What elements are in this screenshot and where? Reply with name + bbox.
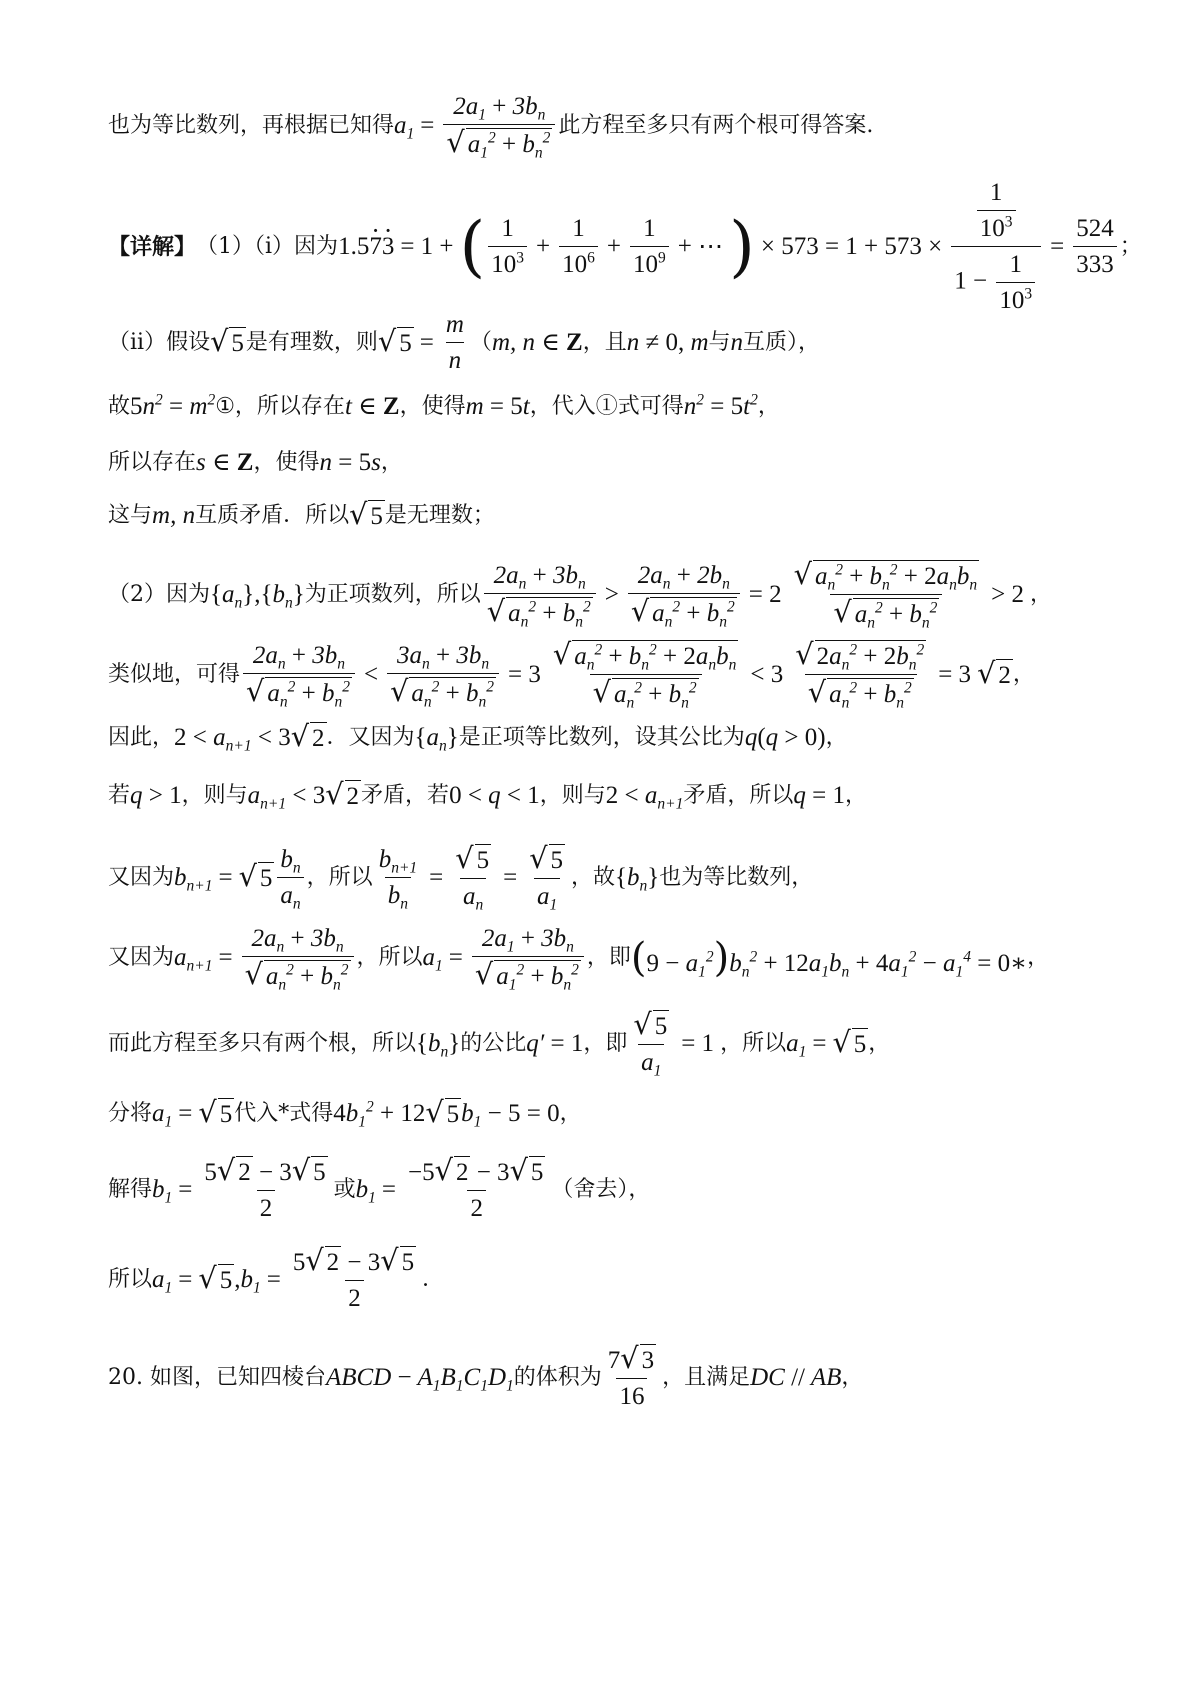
- text-line-1: 也为等比数列，再根据已知得 $a_1$ = $2a_1 + 3b_n$ √ $a_1^2 + b_n^2$ 此方程至多只有两个根可得答案.: [108, 93, 874, 162]
- text: （ii）假设: [108, 329, 211, 355]
- text: ，且满足: [662, 1364, 751, 1390]
- text: ，使得: [399, 393, 466, 419]
- text: 若: [108, 782, 131, 808]
- text-line-17: 20. 如图，已知四棱台 ABCD − $A_1B_1C_1D_1$ 的体积为 7 √ 3 16 ，且满足 DC // AB ，: [108, 1341, 864, 1410]
- text-line-16: 所以 $a_1$ = √ 5 , $b_1$ = 5 √ 2 − 3 √ 5 2 ．: [108, 1243, 445, 1312]
- text: 或: [333, 1176, 356, 1202]
- text: ①: [215, 393, 235, 419]
- text: ．: [422, 1266, 445, 1292]
- text: 互质矛盾．所以: [195, 502, 350, 528]
- text: 故: [108, 393, 131, 419]
- text: ，: [1012, 661, 1035, 687]
- text: ，故: [571, 864, 616, 890]
- text: ，且: [582, 329, 627, 355]
- text: ，则与: [181, 782, 248, 808]
- text: ，即: [583, 1030, 628, 1056]
- text: 而此方程至多只有两个根，所以: [108, 1030, 417, 1056]
- text: （: [469, 329, 492, 355]
- section-tag: 【详解】: [108, 233, 197, 260]
- text: ，: [1030, 581, 1053, 607]
- text: 因此，: [108, 724, 175, 750]
- text: ；: [1119, 233, 1142, 259]
- text-line-11: 又因为 $b_{n+1}$ = √ 5 $\frac{b_n}{a_n}$ ，所以 $\frac{b_{n+1}}{b_n}$ = √ 5 $a_n$ = √ 5 $a_1$ ，故 $\{b_n\}$ 也为等比数列，: [108, 841, 814, 914]
- text-line-8: 类似地，可得 $2a_n + 3b_n$ √ $a_n^2 + b_n^2$ < $3a_n + 3b_n$ √ $a_n^2 + b_n^2$ = 3 √ $a_n^2 + b_n^2 + 2a_nb_n$ √ $a_n^2 + b_n^2$ < 3 √ $2a_n^2 + 2b_n^2$ √ $a_n^2 + b_n^2$ = 3 √ 2 ，: [108, 637, 1035, 712]
- text: 矛盾，所以: [683, 782, 794, 808]
- text: 解得: [108, 1176, 153, 1202]
- text-line-6: 这与 m, n 互质矛盾．所以 √ 5 是无理数；: [108, 497, 495, 531]
- text-line-12: 又因为 $a_{n+1}$ = $2a_n + 3b_n$ √ $a_n^2 + b_n^2$ ，所以 $a_1$ = $2a_1 + 3b_n$ √ $a_1^2 + b_n^2$ ，即 $(9 - a_1^2)b_n^2 + 12a_1b_n + 4a_1^2 - a_1^4$ = 0∗ ，: [108, 925, 1050, 994]
- text: 又因为: [108, 944, 175, 970]
- text: 是有理数，则: [245, 329, 378, 355]
- text: ，即: [586, 944, 631, 970]
- text: （2）因为: [108, 581, 210, 607]
- text: 的体积为: [513, 1364, 602, 1390]
- text: ，: [825, 724, 848, 750]
- text: ，所以: [356, 944, 423, 970]
- text: 所以存在: [108, 449, 197, 475]
- text: ，所以存在: [234, 393, 345, 419]
- text-line-10: 若 q > 1 ，则与 $a_{n+1} < 3$ √ 2 矛盾，若 0 < q < 1 ，则与 $2 < a_{n+1}$ 矛盾，所以 q = 1 ，: [108, 777, 868, 813]
- text: ，: [380, 449, 403, 475]
- text: 是正项等比数列，设其公比为: [458, 724, 745, 750]
- text: 所以: [108, 1266, 153, 1292]
- text: 的公比: [460, 1030, 527, 1056]
- text: 分将: [108, 1100, 153, 1126]
- text: 此方程至多只有两个根可得答案.: [558, 112, 874, 138]
- text: （1）（i）因为: [196, 233, 339, 259]
- text: 类似地，可得: [108, 661, 241, 687]
- text: 是无理数；: [384, 502, 495, 528]
- text: 也为等比数列，再根据已知得: [108, 112, 395, 138]
- formula-a1: $a_1$: [394, 112, 415, 143]
- text-line-3: （ii）假设 √ 5 是有理数，则 √ 5 = $\frac{m}{n}$ （ m, n ∈ Z ，且 n ≠ 0, m 与 n 互质），: [108, 311, 821, 374]
- text: ，: [559, 1100, 582, 1126]
- compound-fraction: $\frac{1}{10^3}$ 1 − $\frac{1}{10^3}$: [951, 178, 1041, 316]
- text: 这与: [108, 502, 153, 528]
- text: 如图，已知四棱台: [150, 1364, 327, 1390]
- text: ，代入①式可得: [529, 393, 684, 419]
- text: ，所以: [306, 864, 373, 890]
- text: 为正项数列，所以: [304, 581, 481, 607]
- text: ，使得: [253, 449, 320, 475]
- text: ，: [845, 782, 868, 808]
- text: 互质），: [743, 329, 821, 355]
- text-line-14: 分将 $a_1$ = √ 5 代入*式得 $4b_1^2 + 12$ √ 5 $b_1 - 5 = 0$ ，: [108, 1095, 582, 1131]
- text: ．又因为: [326, 724, 415, 750]
- text: 又因为: [108, 864, 175, 890]
- text: 也为等比数列，: [659, 864, 814, 890]
- text: 代入*式得: [234, 1100, 334, 1126]
- text-line-9: 因此， $2 < a_{n+1} < 3$ √ 2 ．又因为 $\{a_n\}$ 是正项等比数列，设其公比为 q(q > 0) ，: [108, 719, 848, 755]
- repeating-decimal: 1.57 ·3 ·: [338, 232, 394, 262]
- text: 与: [708, 329, 731, 355]
- text-line-7: （2）因为 $\{a_n\},\{b_n\}$ 为正项数列，所以 $2a_n + 3b_n$ √ $a_n^2 + b_n^2$ > $2a_n + 2b_n$ √ $a_n^2 + b_n^2$ = 2 √ $a_n^2 + b_n^2 + 2a_nb_n$ √ $a_n^2 + b_n^2$ > 2 ，: [108, 557, 1053, 632]
- text-line-5: 所以存在 s ∈ Z ，使得 n = 5s ，: [108, 449, 403, 476]
- fraction: $2a_1 + 3b_n$ √ $a_1^2 + b_n^2$: [443, 92, 555, 160]
- text: ，: [841, 1364, 864, 1390]
- text-line-13: 而此方程至多只有两个根，所以 $\{b_n\}$ 的公比 q′ = 1 ，即 √ 5 $a_1$ = 1 ，所以 $a_1$ = √ 5 ，: [108, 1007, 891, 1080]
- text: ，所以: [720, 1030, 787, 1056]
- question-number: 20.: [108, 1364, 143, 1390]
- text: ，则与: [539, 782, 606, 808]
- text-line-4: 故 $5n^2 = m^2$ ① ，所以存在 t ∈ Z ，使得 m = 5t ，代入①式可得 $n^2 = 5t^2$ ，: [108, 391, 780, 420]
- text: ，: [757, 393, 780, 419]
- text-line-15: 解得 $b_1$ = 5 √ 2 − 3 √ 5 2 或 $b_1$ = −5 √ 2 − 3 √ 5 2 （舍去），: [108, 1153, 651, 1222]
- text-line-2: 【详解】 （1）（i）因为 1.57 ·3 · = 1 + ( $\frac{1}{10^3}$ + $\frac{1}{10^6}$ + $\frac{1}{10^9}$ + ⋯ ) × 573 = 1 + 573 × $\frac{1}{10^3}$ 1 − $\frac{1}{10^3}$ = $\frac{524}{333}$ ；: [108, 178, 1142, 316]
- result-fraction: $\frac{524}{333}$: [1073, 214, 1117, 280]
- text: 矛盾，若: [361, 782, 450, 808]
- text: （舍去），: [551, 1176, 651, 1202]
- text: ，: [868, 1030, 891, 1056]
- text: ，: [1027, 944, 1050, 970]
